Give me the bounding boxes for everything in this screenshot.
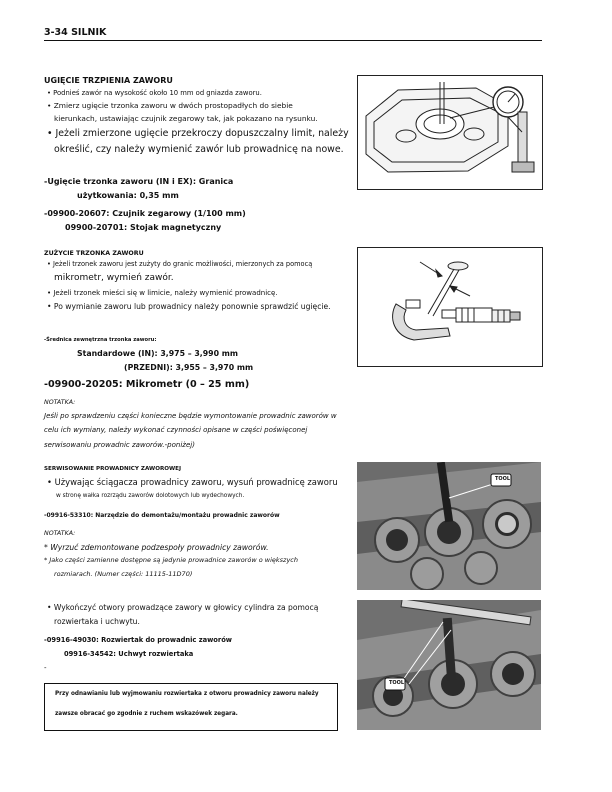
- section-heading-valve-stem-wear: ZUŻYCIE TRZONKA ZAWORU: [44, 250, 144, 257]
- dash-mark: -: [44, 664, 47, 672]
- cylinder-head-photo-1: [357, 462, 541, 590]
- caution-text: zawsze obracać go zgodnie z ruchem wskazówek zegara.: [55, 711, 238, 717]
- cylinder-head-photo-2: [357, 600, 541, 730]
- note-text: * Wyrzuć zdemontowane podzespoły prowadnicy zaworów.: [44, 543, 269, 552]
- spec-label-stem-od: -Średnica zewnętrzna trzonka zaworu:: [44, 337, 157, 343]
- section-heading-valve-guide-service: SERWISOWANIE PROWADNICY ZAWOROWEJ: [44, 466, 182, 472]
- note-label: NOTATKA:: [44, 399, 76, 406]
- tool-valve-guide-remover: -09916-53310: Narzędzie do demontażu/montażu prowadnic zaworów: [44, 512, 280, 519]
- section-heading-valve-stem-runout: UGIĘCIE TRZPIENIA ZAWORU: [44, 76, 173, 85]
- dial-gauge-illustration: [358, 76, 542, 189]
- note-text: * Jako części zamienne dostępne są jedynie prowadnice zaworów o większych: [44, 556, 298, 564]
- spec-in-value: Standardowe (IN): 3,975 – 3,990 mm: [77, 349, 238, 358]
- micrometer-illustration: [358, 248, 542, 366]
- note-text: serwisowaniu prowadnic zaworów.-poniżej): [44, 441, 195, 449]
- bullet-text-cont: rozwiertaka i uchwytu.: [54, 617, 140, 626]
- photo-valve-guide-removal: [357, 462, 541, 590]
- tool-tag: TOOL: [495, 476, 511, 482]
- bullet-text-cont: kierunkach, ustawiając czujnik zegarowy tak, jak pokazano na rysunku.: [54, 114, 318, 123]
- tool-magnetic-stand: 09900-20701: Stojak magnetyczny: [65, 223, 222, 232]
- bullet-text: • Zmierz ugięcie trzonka zaworu w dwóch prostopadłych do siebie: [47, 101, 293, 110]
- header-rule: [44, 40, 542, 41]
- page-header: 3-34 SILNIK: [44, 27, 107, 38]
- tool-dial-gauge: -09900-20607: Czujnik zegarowy (1/100 mm): [44, 209, 246, 218]
- bullet-text-cont: określić, czy należy wymienić zawór lub prowadnicę na nowe.: [54, 144, 344, 155]
- bullet-text: • Po wymianie zaworu lub prowadnicy należy ponownie sprawdzić ugięcie.: [47, 302, 331, 311]
- tool-tag: TOOL: [389, 680, 405, 686]
- note-text: celu ich wymiany, należy wykonać czynności opisane w części poświęconej: [44, 426, 308, 434]
- spec-runout-value: użytkowania: 0,35 mm: [77, 191, 179, 200]
- tool-reamer: -09916-49030: Rozwiertak do prowadnic zaworów: [44, 636, 232, 644]
- bullet-text-cont: w stronę wałka rozrządu zaworów dolotowych lub wydechowych.: [56, 493, 245, 499]
- figure-micrometer-drawing: [357, 247, 543, 367]
- caution-box: [44, 683, 338, 731]
- bullet-text-cont: mikrometr, wymień zawór.: [54, 273, 174, 283]
- bullet-text: • Podnieś zawór na wysokość około 10 mm od gniazda zaworu.: [47, 89, 262, 97]
- photo-reaming-valve-guide: [357, 600, 541, 730]
- bullet-text: • Używając ściągacza prowadnicy zaworu, wysuń prowadnicę zaworu: [47, 477, 338, 487]
- bullet-text: • Wykończyć otwory prowadzące zawory w głowicy cylindra za pomocą: [47, 603, 319, 612]
- note-text: Jeśli po sprawdzeniu części konieczne będzie wymontowanie prowadnic zaworów w: [44, 412, 337, 420]
- figure-dial-gauge-drawing: [357, 75, 543, 190]
- bullet-text: • Jeżeli zmierzone ugięcie przekroczy dopuszczalny limit, należy: [47, 128, 349, 139]
- spec-runout-limit: -Ugięcie trzonka zaworu (IN i EX): Granica: [44, 177, 234, 186]
- bullet-text: • Jeżeli trzonek zaworu jest zużyty do granic możliwości, mierzonych za pomocą: [47, 260, 313, 268]
- note-text-cont: rozmiarach. (Numer części: 11115-11D70): [54, 570, 193, 578]
- bullet-text: • Jeżeli trzonek mieści się w limicie, należy wymienić prowadnicę.: [47, 289, 278, 297]
- note-label: NOTATKA:: [44, 530, 76, 537]
- caution-text: Przy odnawianiu lub wyjmowaniu rozwiertaka z otworu prowadnicy zaworu należy: [55, 691, 319, 697]
- tool-reamer-handle: 09916-34542: Uchwyt rozwiertaka: [64, 650, 194, 658]
- spec-ex-value: (PRZEDNI): 3,955 – 3,970 mm: [124, 363, 254, 372]
- tool-micrometer: -09900-20205: Mikrometr (0 – 25 mm): [44, 379, 250, 390]
